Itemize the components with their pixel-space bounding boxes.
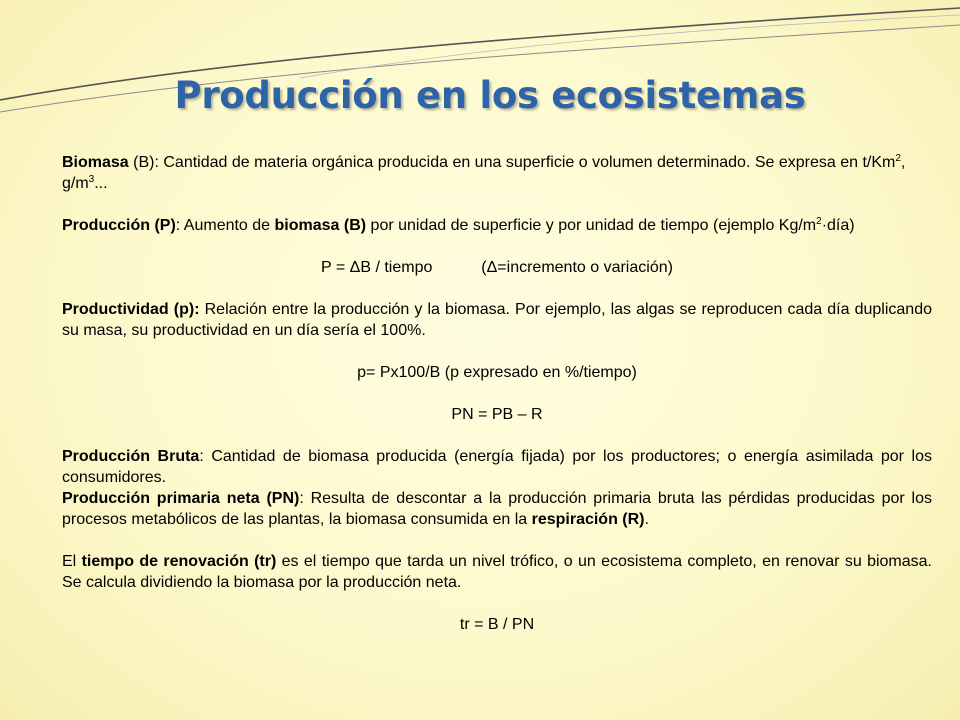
productividad-term: Productividad (p):: [62, 301, 200, 318]
page-title: Producción en los ecosistemas: [174, 74, 806, 117]
bruta-paragraph: [62, 446, 932, 488]
produccion-text-3: ·día): [821, 217, 855, 234]
produccion-term: Producción (P): [62, 217, 176, 234]
neta-term: Producción primaria neta (PN): [62, 490, 300, 507]
biomasa-text-2: , g/m: [62, 154, 906, 192]
formula-productividad: p= Px100/B (p expresado en %/tiempo): [357, 364, 637, 381]
renovacion-text-2: es el tiempo que tarda un nivel trófico, o un ecosistema completo, en renovar su biomasa. Se calcula dividiendo la biomasa por la producción neta.: [62, 553, 932, 591]
renovacion-term: tiempo de renovación (tr): [81, 553, 277, 570]
neta-text-2: .: [644, 511, 649, 528]
renovacion-paragraph: [62, 551, 932, 593]
produccion-term-biomasa: biomasa (B): [274, 217, 367, 234]
biomasa-sup-2: 3: [88, 174, 95, 185]
neta-paragraph: [62, 488, 932, 530]
neta-term-respiracion: respiración (R): [531, 511, 645, 528]
produccion-text-2: por unidad de superficie y por unidad de tiempo (ejemplo Kg/m: [366, 217, 817, 234]
bruta-term: Producción Bruta: [62, 448, 200, 465]
produccion-paragraph: [62, 215, 932, 236]
productividad-text: Relación entre la producción y la biomasa. Por ejemplo, las algas se reproducen cada día duplicando su masa, su productividad en un día sería el 100%.: [62, 301, 932, 339]
biomasa-sup-1: 2: [895, 153, 901, 164]
biomasa-paragraph: [62, 152, 932, 194]
neta-text-1: : Resulta de descontar a la producción primaria bruta las pérdidas producidas por los procesos metabólicos de las plantas, la biomasa consumida en la: [62, 490, 933, 528]
produccion-sup: 2: [816, 216, 822, 227]
biomasa-text-1: (B): Cantidad de materia orgánica producida en una superficie o volumen determinado. Se expresa en t/Km: [128, 154, 896, 171]
formula-produccion: P = ΔB / tiempo (Δ=incremento o variación): [321, 259, 673, 276]
produccion-text-1: : Aumento de: [175, 217, 275, 234]
biomasa-text-3: ...: [94, 175, 108, 192]
productividad-paragraph: [62, 299, 932, 341]
biomasa-term: Biomasa: [62, 154, 129, 171]
bruta-text: : Cantidad de biomasa producida (energía fijada) por los productores; o energía asimilada por los consumidores.: [62, 448, 933, 486]
renovacion-text-1: El: [62, 553, 82, 570]
formula-pn: PN = PB – R: [451, 406, 543, 423]
formula-tr: tr = B / PN: [459, 616, 535, 633]
slide-content: [62, 152, 932, 635]
